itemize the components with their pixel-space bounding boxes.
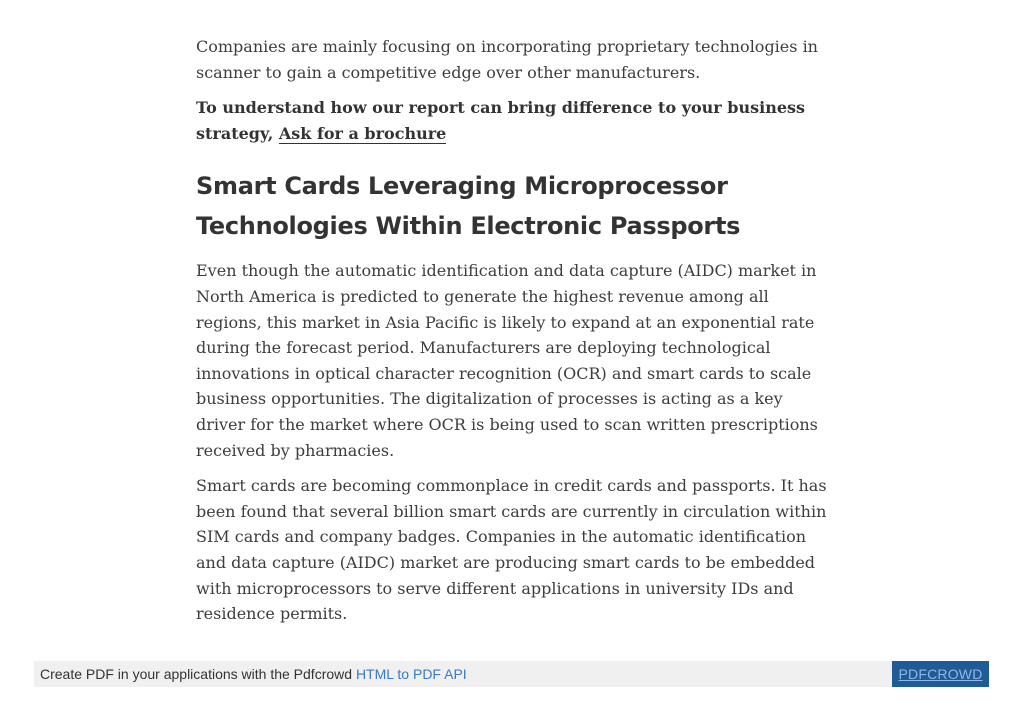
pdfcrowd-brand-button[interactable]: PDFCROWD xyxy=(892,661,989,687)
html-to-pdf-api-link[interactable]: HTML to PDF API xyxy=(355,666,467,682)
section-heading: Smart Cards Leveraging Microprocessor Technologies Within Electronic Passports xyxy=(196,172,741,241)
brochure-cta xyxy=(196,95,832,146)
ask-for-brochure-link[interactable]: Ask for a brochure xyxy=(278,123,447,143)
pdfcrowd-footer xyxy=(34,661,989,687)
intro-paragraph: Companies are mainly focusing on incorporating proprietary technologies in scanner to gain a competitive edge over other manufacturers. xyxy=(196,37,818,82)
footer-message xyxy=(40,661,467,687)
brochure-cta-text: To understand how our report can bring difference to your business strategy, xyxy=(196,98,806,143)
smart-cards-paragraph: Smart cards are becoming commonplace in credit cards and passports. It has been found that several billion smart cards are currently in circulation within SIM cards and company badges. Companies in the automatic identification and data capture (AIDC) market are producing smart cards to be embedded with microprocessors to serve different applications in university IDs and residence permits. xyxy=(196,476,827,624)
footer-text: Create PDF in your applications with the Pdfcrowd xyxy=(40,666,356,682)
article-content xyxy=(196,34,832,637)
aidc-market-paragraph: Even though the automatic identification and data capture (AIDC) market in North America is predicted to generate the highest revenue among all regions, this market in Asia Pacific is likely to expand at an exponential rate during the forecast period. Manufacturers are deploying technological innovations in optical character recognition (OCR) and smart cards to scale business opportunities. The digitalization of processes is acting as a key driver for the market where OCR is being used to scan written prescriptions received by pharmacies. xyxy=(196,261,818,460)
